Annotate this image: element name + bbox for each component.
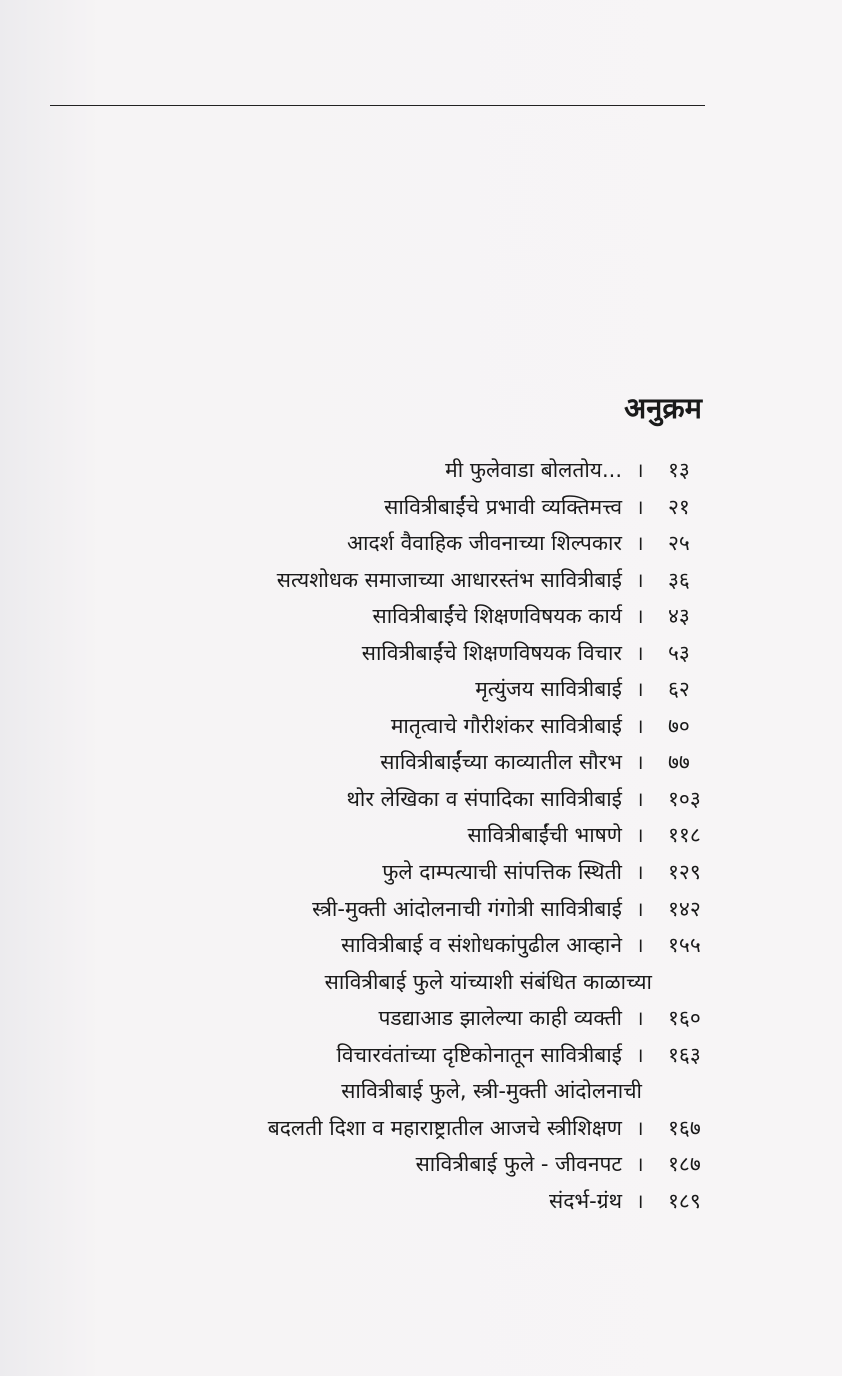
- toc-separator: ।: [636, 567, 644, 592]
- toc-entry-title: फुले दाम्पत्याची सांपत्तिक स्थिती: [382, 860, 622, 885]
- toc-entry: [0, 1110, 842, 1147]
- toc-separator: ।: [636, 1152, 644, 1177]
- toc-separator: ।: [636, 604, 644, 629]
- toc-entry-continued: [0, 1073, 842, 1110]
- toc-page-number: १५५: [668, 933, 701, 958]
- toc-entry-title: मृत्युंजय सावित्रीबाई: [475, 677, 622, 702]
- toc-entry: [0, 708, 842, 745]
- toc-entry-title: सावित्रीबाईंची भाषणे: [467, 823, 622, 848]
- toc-separator: ।: [636, 713, 644, 738]
- toc-entry: [0, 1000, 842, 1037]
- toc-entry-title: संदर्भ-ग्रंथ: [549, 1188, 622, 1213]
- toc-entry-title: आदर्श वैवाहिक जीवनाच्या शिल्पकार: [347, 531, 622, 556]
- table-of-contents: [0, 452, 842, 1219]
- toc-entry-title: स्त्री-मुक्ती आंदोलनाची गंगोत्री सावित्रीबाई: [312, 896, 622, 921]
- toc-entry: [0, 635, 842, 672]
- toc-page-number: १८७: [668, 1152, 701, 1177]
- toc-separator: ।: [636, 860, 644, 885]
- page-title: अनुक्रम: [624, 391, 702, 425]
- toc-page-number: १३: [668, 458, 690, 482]
- toc-entry: [0, 452, 842, 489]
- toc-separator: ।: [636, 1042, 644, 1067]
- toc-entry: [0, 489, 842, 526]
- toc-page-number: १४२: [668, 896, 701, 921]
- toc-page-number: ४३: [668, 604, 690, 629]
- toc-separator: ।: [636, 896, 644, 921]
- toc-entry: [0, 891, 842, 928]
- toc-separator: ।: [636, 933, 644, 958]
- toc-separator: ।: [636, 786, 644, 811]
- toc-page-number: १६७: [668, 1115, 701, 1140]
- toc-entry: [0, 525, 842, 562]
- toc-entry: [0, 1146, 842, 1183]
- toc-entry-title: थोर लेखिका व संपादिका सावित्रीबाई: [346, 786, 622, 811]
- toc-entry-continued: [0, 964, 842, 1001]
- toc-entry: [0, 671, 842, 708]
- toc-entry: [0, 1183, 842, 1220]
- toc-entry-title: मातृत्वाचे गौरीशंकर सावित्रीबाई: [390, 713, 622, 738]
- toc-entry-title: बदलती दिशा व महाराष्ट्रातील आजचे स्त्रीशिक्षण: [267, 1115, 622, 1140]
- toc-entry: [0, 744, 842, 781]
- toc-entry-title: सावित्रीबाईंचे प्रभावी व्यक्तिमत्त्व: [384, 494, 622, 519]
- toc-page-number: ३६: [668, 567, 690, 592]
- toc-entry: [0, 927, 842, 964]
- toc-entry-title: सावित्रीबाईंच्या काव्यातील सौरभ: [380, 750, 622, 775]
- toc-entry-title: सावित्रीबाई फुले - जीवनपट: [415, 1152, 622, 1177]
- toc-entry-title: विचारवंतांच्या दृष्टिकोनातून सावित्रीबाई: [336, 1042, 622, 1067]
- toc-entry-title: सावित्रीबाईंचे शिक्षणविषयक कार्य: [372, 604, 622, 629]
- toc-page-number: १८९: [668, 1188, 701, 1213]
- toc-entry: [0, 562, 842, 599]
- toc-separator: ।: [636, 750, 644, 775]
- toc-separator: ।: [636, 677, 644, 702]
- toc-entry: [0, 598, 842, 635]
- toc-page-number: १६३: [668, 1042, 701, 1067]
- toc-page-number: ७०: [668, 713, 690, 738]
- toc-separator: ।: [636, 823, 644, 848]
- toc-separator: ।: [636, 458, 644, 482]
- toc-separator: ।: [636, 1188, 644, 1213]
- toc-page-number: ११८: [668, 823, 701, 848]
- toc-page-number: २१: [668, 494, 690, 519]
- toc-entry: [0, 781, 842, 818]
- toc-separator: ।: [636, 1006, 644, 1031]
- toc-entry-title: सावित्रीबाईंचे शिक्षणविषयक विचार: [361, 640, 622, 665]
- toc-entry-title: मी फुलेवाडा बोलतोय...: [445, 458, 622, 482]
- toc-page-number: ६२: [668, 677, 690, 702]
- toc-page-number: १२९: [668, 860, 701, 885]
- toc-separator: ।: [636, 640, 644, 665]
- toc-entry: [0, 854, 842, 891]
- toc-page-number: १०३: [668, 786, 701, 811]
- toc-entry: [0, 817, 842, 854]
- toc-entry-title: सावित्रीबाई फुले यांच्याशी संबंधित काळाच्या: [324, 969, 652, 994]
- toc-page-number: २५: [668, 531, 690, 556]
- header-rule: [50, 105, 705, 106]
- toc-page-number: ५३: [668, 640, 690, 665]
- toc-entry-title: पडद्याआड झालेल्या काही व्यक्ती: [378, 1006, 622, 1031]
- toc-separator: ।: [636, 494, 644, 519]
- toc-entry: [0, 1037, 842, 1074]
- toc-entry-title: सावित्रीबाई फुले, स्त्री-मुक्ती आंदोलनाची: [341, 1079, 642, 1104]
- toc-page-number: ७७: [668, 750, 690, 775]
- toc-entry-title: सावित्रीबाई व संशोधकांपुढील आव्हाने: [341, 933, 622, 958]
- toc-separator: ।: [636, 531, 644, 556]
- toc-entry-title: सत्यशोधक समाजाच्या आधारस्तंभ सावित्रीबाई: [276, 567, 622, 592]
- toc-separator: ।: [636, 1115, 644, 1140]
- toc-page-number: १६०: [668, 1006, 701, 1031]
